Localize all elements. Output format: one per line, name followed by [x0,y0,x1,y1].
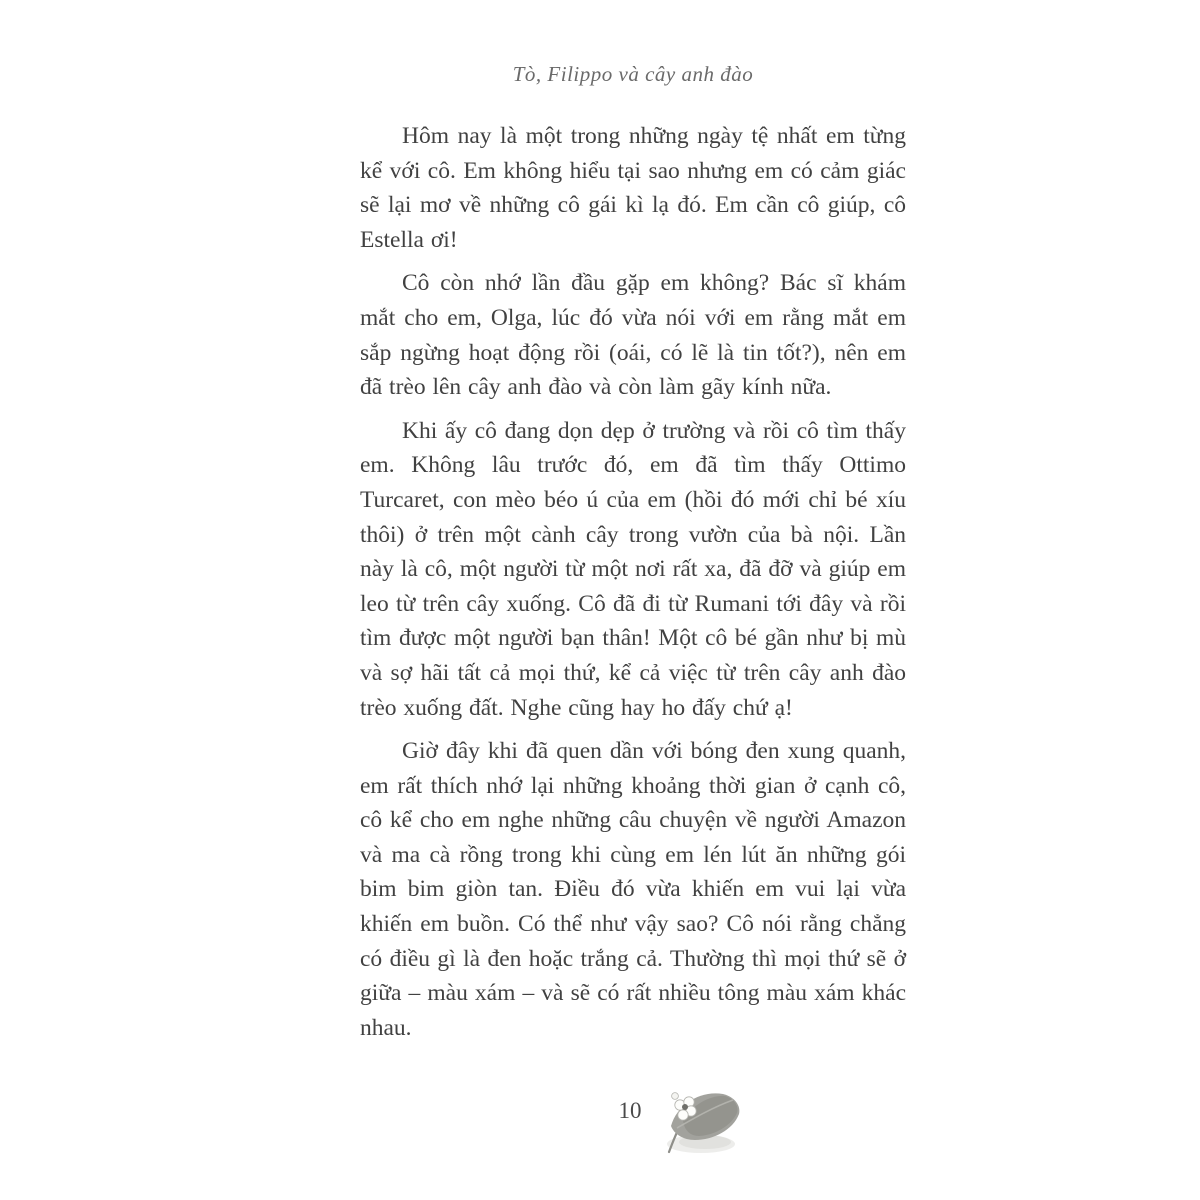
paragraph: Khi ấy cô đang dọn dẹp ở trường và rồi cô tìm thấy em. Không lâu trước đó, em đã tìm thấy Ottimo Turcaret, con mèo béo ú của em (hồi đó mới chỉ bé xíu thôi) ở trên một cành cây trong vườn của bà nội. Lần này là cô, một người từ một nơi rất xa, đã đỡ và giúp em leo từ trên cây xuống. Cô đã đi từ Rumani tới đây và rồi tìm được một người bạn thân! Một cô bé gần như bị mù và sợ hãi tất cả mọi thứ, kể cả việc từ trên cây anh đào trèo xuống đất. Nghe cũng hay ho đấy chứ ạ! [360,417,906,721]
body-text-block [360,119,906,1054]
page-footer [0,1082,1200,1162]
paragraph: Hôm nay là một trong những ngày tệ nhất em từng kể với cô. Em không hiểu tại sao nhưng em có cảm giác sẽ lại mơ về những cô gái kì lạ đó. Em cần cô giúp, cô Estella ơi! [360,123,906,253]
paragraph: Giờ đây khi đã quen dần với bóng đen xung quanh, em rất thích nhớ lại những khoảng thời gian ở cạnh cô, cô kể cho em nghe những câu chuyện về người Amazon và ma cà rồng trong khi cùng em lén lút ăn những gói bim bim giòn tan. Điều đó vừa khiến em vui lại vừa khiến em buồn. Có thể như vậy sao? Cô nói rằng chẳng có điều gì là đen hoặc trắng cả. Thường thì mọi thứ sẽ ở giữa – màu xám – và sẽ có rất nhiều tông màu xám khác nhau. [360,738,906,1041]
paragraph: Cô còn nhớ lần đầu gặp em không? Bác sĩ khám mắt cho em, Olga, lúc đó vừa nói với em rằng mắt em sắp ngừng hoạt động rồi (oái, có lẽ là tin tốt?), nên em đã trèo lên cây anh đào và còn làm gãy kính nữa. [360,270,906,401]
page-number: 10 [618,1098,642,1123]
running-header: Tò, Filippo và cây anh đào [512,62,754,86]
leaf-with-blossom-icon [653,1082,745,1160]
